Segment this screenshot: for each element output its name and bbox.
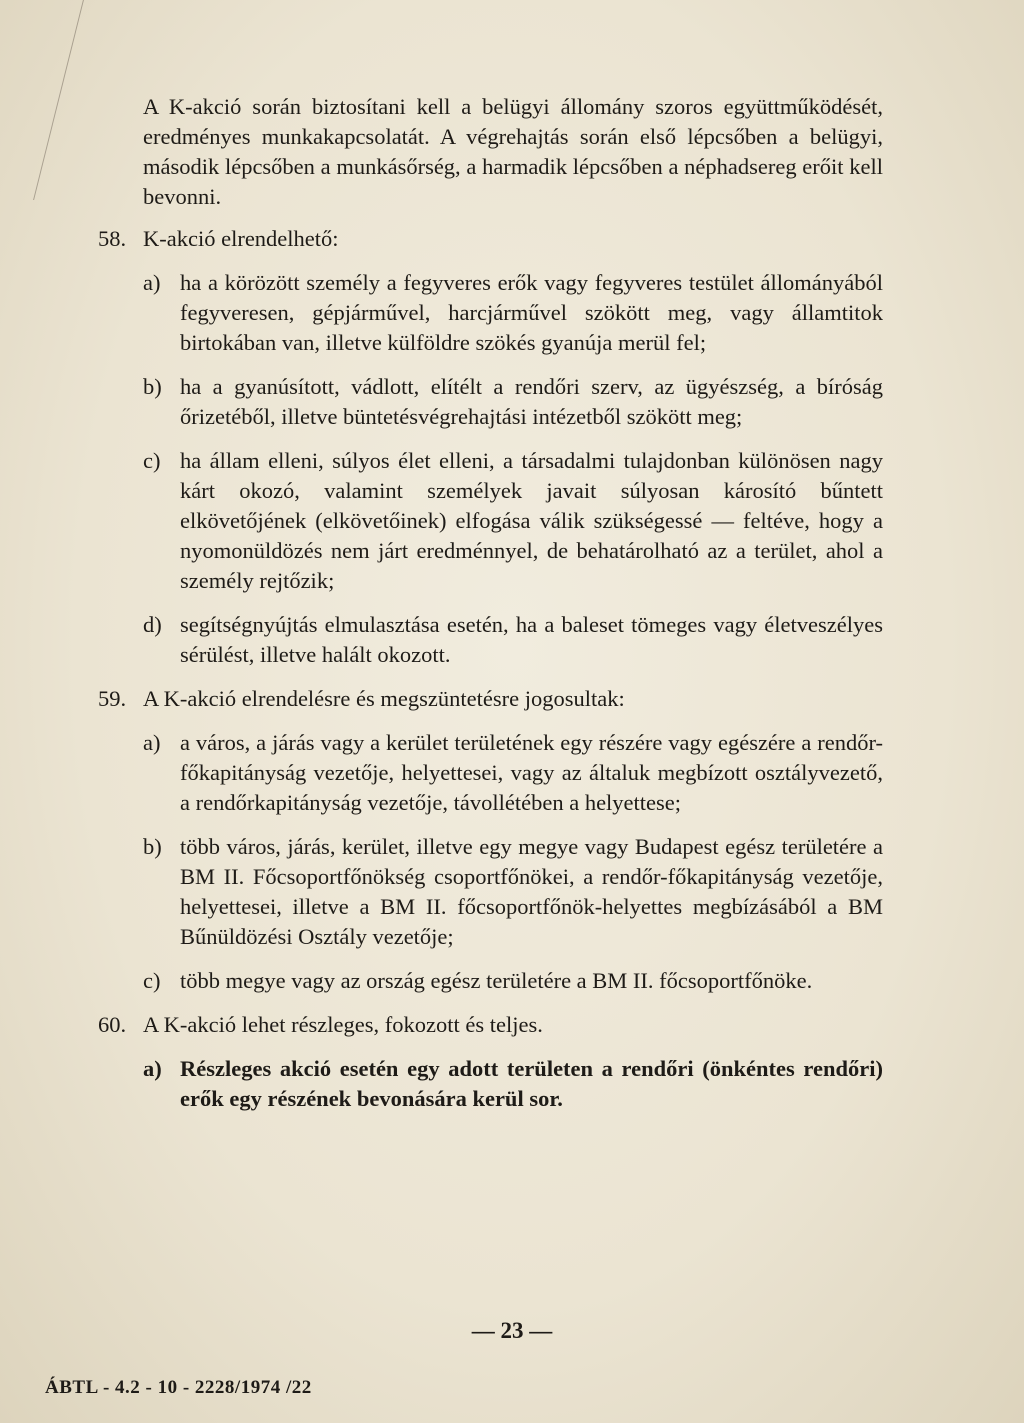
document-body — [98, 92, 883, 1114]
item-text: ha a gyanúsított, vádlott, elítélt a rendőri szerv, az ügyészség, a bíróság őrizetéből, illetve büntetésvégrehajtási intézetből szökött meg; — [180, 374, 883, 429]
item-marker: a) — [143, 270, 161, 295]
list-item — [143, 372, 883, 432]
item-text: segítségnyújtás elmulasztása esetén, ha a baleset tömeges vagy életveszélyes sérülést, illetve halált okozott. — [180, 612, 883, 667]
item-marker: a) — [143, 730, 161, 755]
section-58 — [98, 224, 883, 254]
page-number: — 23 — — [471, 1318, 553, 1343]
item-text: ha állam elleni, súlyos élet elleni, a társadalmi tulajdonban különösen nagy kárt okozó, valamint személyek javait súlyosan károsító bűntett elkövetőjének (elkövetőinek) elfogása válik szükségessé — feltéve, hogy a nyomonüldözés nem járt eredménnyel, de behatárolható az a terület, ahol a személy rejtőzik; — [180, 448, 883, 593]
list-item — [143, 610, 883, 670]
section-59 — [98, 684, 883, 714]
section-number: 59. — [98, 686, 127, 711]
item-text: a város, a járás vagy a kerület területének egy részére vagy egészére a rendőr-főkapitányság vezetője, helyettesei, vagy az általuk megbízott osztályvezető, a rendőrkapitányság vezetője, távollétében a helyettese; — [180, 730, 883, 815]
item-marker: c) — [143, 448, 161, 473]
section-number: 58. — [98, 226, 127, 251]
item-text: Részleges akció esetén egy adott területen a rendőri (önkéntes rendőri) erők egy részének bevonására kerül sor. — [180, 1056, 883, 1111]
list-item — [143, 966, 883, 996]
item-marker: b) — [143, 374, 162, 399]
list-item — [143, 446, 883, 596]
section-number: 60. — [98, 1012, 127, 1037]
list-item — [143, 1054, 883, 1114]
archive-reference: ÁBTL - 4.2 - 10 - 2228/1974 /22 — [45, 1377, 312, 1398]
section-heading: K-akció elrendelhető: — [143, 226, 339, 251]
item-marker: a) — [143, 1056, 162, 1081]
intro-paragraph: A K-akció során biztosítani kell a belügyi állomány szoros együttműködését, eredményes munkakapcsolatát. A végrehajtás során első lépcsőben a belügyi, második lépcsőben a munkásőrség, a harmadik lépcsőben a néphadsereg erőit kell bevonni. — [143, 94, 883, 209]
item-text: több város, járás, kerület, illetve egy megye vagy Budapest egész területére a BM II. Főcsoportfőnökség csoportfőnökei, a rendőr-főkapitányság vezetője, helyettesei, illetve a BM II. főcsoportfőnök-helyettes megbízásából a BM Bűnüldözési Osztály vezetője; — [180, 834, 883, 949]
item-marker: d) — [143, 612, 162, 637]
list-item — [143, 268, 883, 358]
list-item — [143, 728, 883, 818]
item-marker: c) — [143, 968, 161, 993]
item-text: több megye vagy az ország egész területére a BM II. főcsoportfőnöke. — [180, 968, 813, 993]
section-heading: A K-akció elrendelésre és megszüntetésre jogosultak: — [143, 686, 625, 711]
item-marker: b) — [143, 834, 162, 859]
item-text: ha a körözött személy a fegyveres erők vagy fegyveres testület állományából fegyveresen, gépjárművel, harcjárművel szökött meg, vagy államtitok birtokában van, illetve külföldre szökés gyanúja merül fel; — [180, 270, 883, 355]
list-item — [143, 832, 883, 952]
section-60 — [98, 1010, 883, 1040]
section-heading: A K-akció lehet részleges, fokozott és teljes. — [143, 1012, 543, 1037]
